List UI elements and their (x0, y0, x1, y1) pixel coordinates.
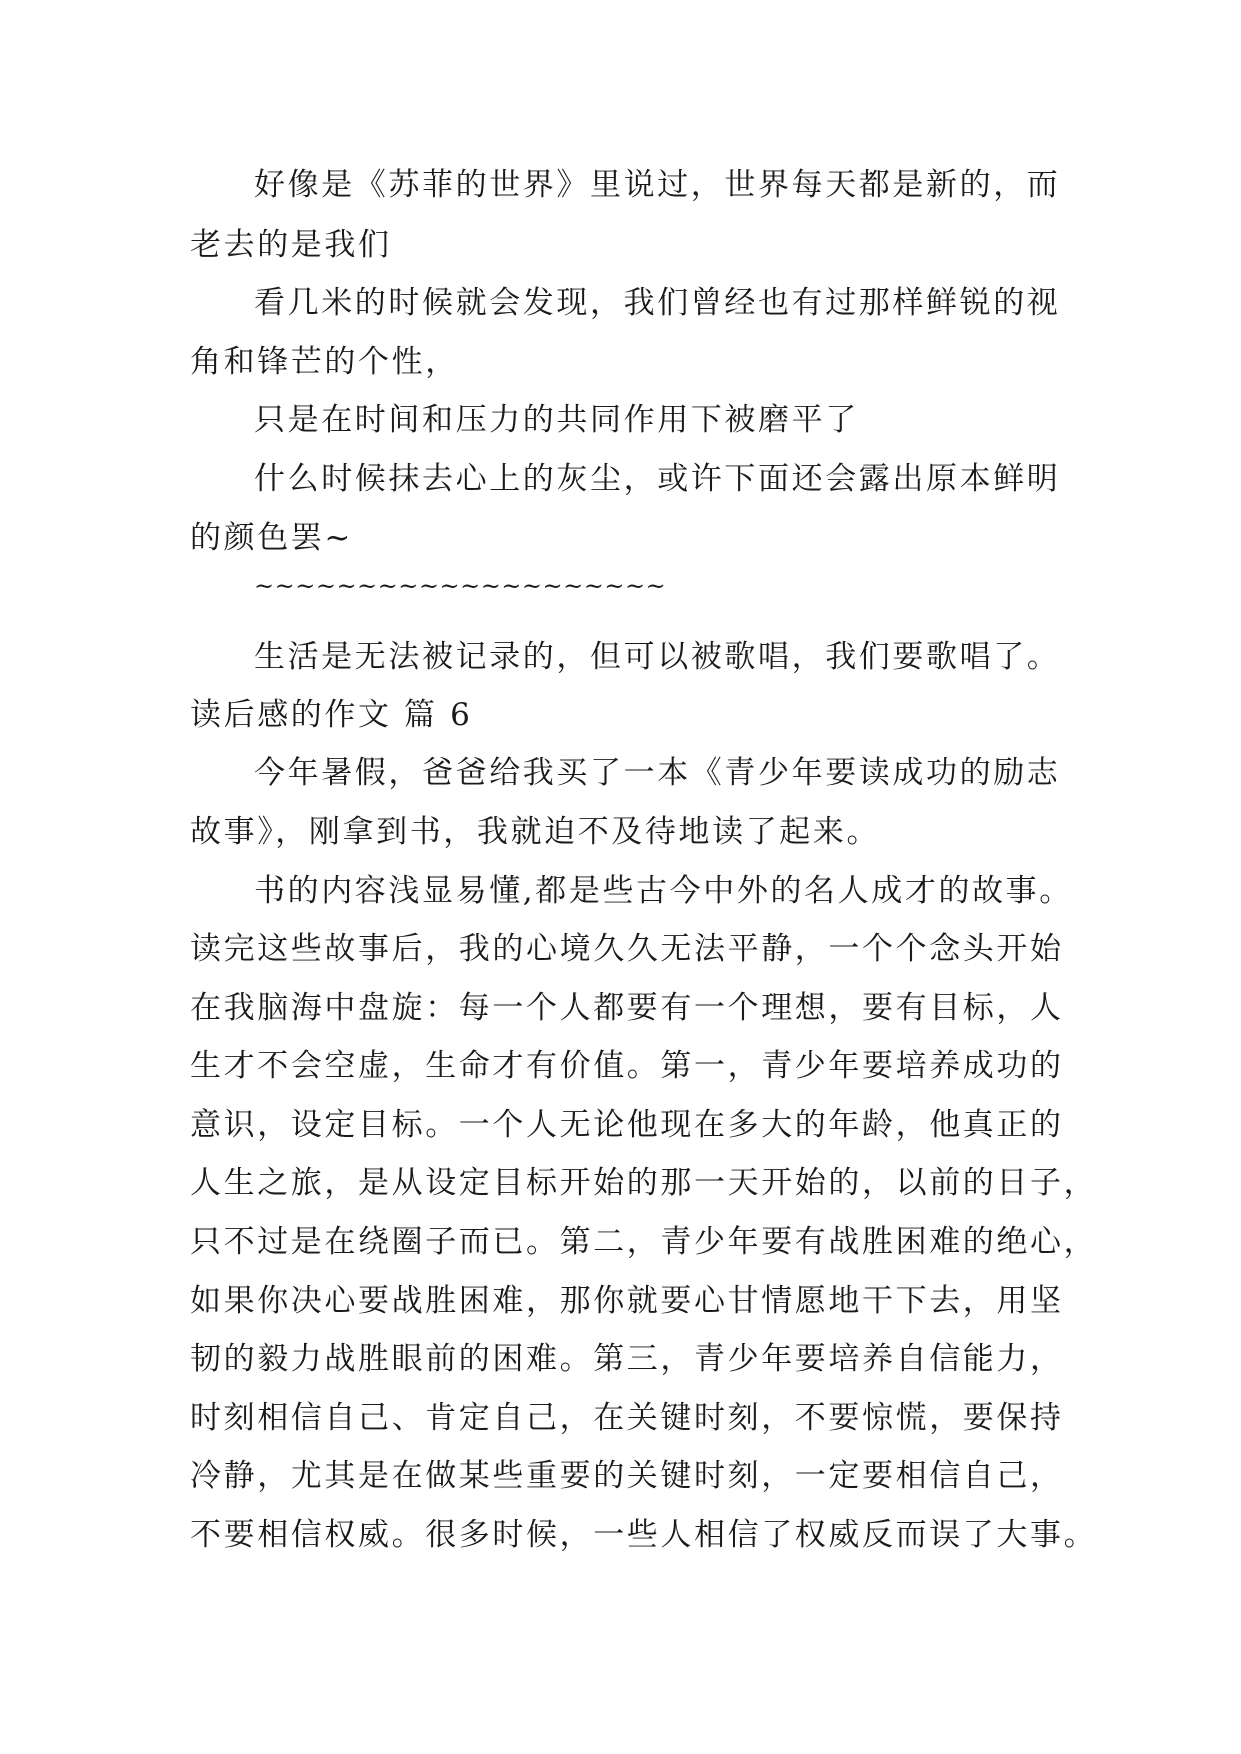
paragraph-line: 生活是无法被记录的，但可以被歌唱，我们要歌唱了。 (254, 639, 1061, 675)
paragraph-line: 书的内容浅显易懂,都是些古今中外的名人成才的故事。 (254, 873, 1073, 909)
paragraph-line: 冷静，尤其是在做某些重要的关键时刻，一定要相信自己， (190, 1458, 1064, 1494)
paragraph-line: 生才不会空虚，生命才有价值。第一，青少年要培养成功的 (190, 1048, 1064, 1084)
paragraph-line: 只是在时间和压力的共同作用下被磨平了 (254, 402, 859, 438)
paragraph-line: 不要相信权威。很多时候，一些人相信了权威反而误了大事。 (190, 1517, 1098, 1553)
paragraph-line: 时刻相信自己、肯定自己，在关键时刻，不要惊慌，要保持 (190, 1400, 1064, 1436)
paragraph-line: 看几米的时候就会发现，我们曾经也有过那样鲜锐的视 (254, 285, 1061, 321)
paragraph-line: 读完这些故事后，我的心境久久无法平静，一个个念头开始 (190, 931, 1064, 967)
paragraph-line: 老去的是我们 (190, 227, 392, 263)
paragraph-line: 人生之旅，是从设定目标开始的那一天开始的，以前的日子， (190, 1165, 1098, 1201)
paragraph-line: 如果你决心要战胜困难，那你就要心甘情愿地干下去，用坚 (190, 1283, 1064, 1319)
paragraph-line: 韧的毅力战胜眼前的困难。第三，青少年要培养自信能力， (190, 1341, 1064, 1377)
paragraph-line: 只不过是在绕圈子而已。第二，青少年要有战胜困难的绝心， (190, 1224, 1098, 1260)
paragraph-line: 今年暑假，爸爸给我买了一本《青少年要读成功的励志 (254, 755, 1061, 791)
paragraph-line: 的颜色罢~ (190, 520, 353, 556)
section-heading: 读后感的作文 篇 6 (190, 697, 473, 733)
tilde-divider: ~~~~~~~~~~~~~~~~~~~~ (254, 572, 667, 600)
paragraph-line: 好像是《苏菲的世界》里说过，世界每天都是新的，而 (254, 167, 1061, 203)
paragraph-line: 故事》，刚拿到书，我就迫不及待地读了起来。 (190, 814, 881, 850)
paragraph-line: 角和锋芒的个性， (190, 344, 459, 380)
paragraph-line: 什么时候抹去心上的灰尘，或许下面还会露出原本鲜明 (254, 461, 1061, 497)
paragraph-line: 在我脑海中盘旋：每一个人都要有一个理想，要有目标，人 (190, 990, 1064, 1026)
paragraph-line: 意识，设定目标。一个人无论他现在多大的年龄，他真正的 (190, 1107, 1064, 1143)
